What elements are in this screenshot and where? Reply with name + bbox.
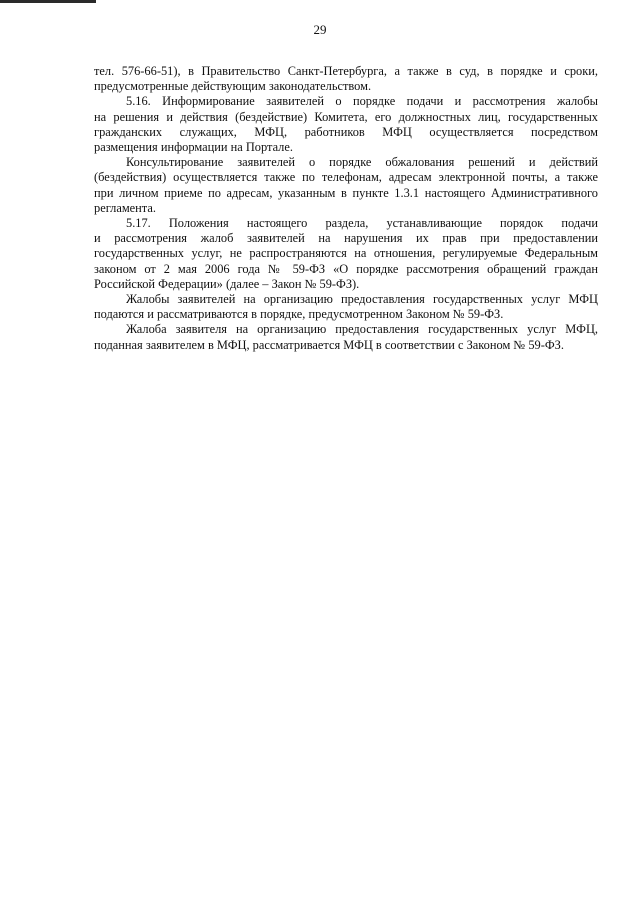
text-line: 5.16. Информирование заявителей о порядке подачи и рассмотрения жалобы	[126, 94, 598, 109]
text-line: поданная заявителем в МФЦ, рассматривается МФЦ в соответствии с Законом № 59-ФЗ.	[94, 337, 564, 352]
text-line: (бездействия) осуществляется также по телефонам, адресам электронной почты, а также	[94, 170, 598, 185]
paragraph-p1	[94, 64, 598, 94]
scan-edge-mark	[0, 0, 96, 3]
text-line: при личном приеме по адресам, указанным в пункте 1.3.1 настоящего Административного	[94, 185, 598, 200]
text-line: предусмотренные действующим законодательством.	[94, 79, 372, 94]
text-line: тел. 576-66-51), в Правительство Санкт-Петербурга, а также в суд, в порядке и сроки,	[94, 64, 598, 78]
document-body	[94, 64, 598, 353]
text-line: Российской Федерации» (далее – Закон № 59-ФЗ).	[94, 276, 360, 291]
text-line: регламента.	[94, 200, 156, 215]
text-line: Жалоба заявителя на организацию предоставления государственных услуг МФЦ,	[126, 322, 598, 337]
paragraph-p5	[94, 292, 598, 322]
text-line: 5.17. Положения настоящего раздела, устанавливающие порядок подачи	[126, 216, 598, 231]
text-line: на решения и действия (бездействие) Комитета, его должностных лиц, государственных	[94, 109, 598, 124]
text-line: подаются и рассматриваются в порядке, предусмотренном Законом № 59-ФЗ.	[94, 307, 504, 322]
text-line: законом от 2 мая 2006 года № 59-ФЗ «О порядке рассмотрения обращений граждан	[94, 261, 598, 276]
text-line: государственных услуг, не распространяются на отношения, регулируемые Федеральным	[94, 246, 598, 261]
paragraph-p4	[94, 216, 598, 292]
text-line: Жалобы заявителей на организацию предоставления государственных услуг МФЦ	[126, 292, 598, 307]
page-number: 29	[313, 22, 327, 37]
paragraph-p3	[94, 155, 598, 216]
paragraph-p6	[94, 322, 598, 352]
text-line: Консультирование заявителей о порядке обжалования решений и действий	[126, 155, 598, 170]
text-line: размещения информации на Портале.	[94, 140, 293, 155]
paragraph-p2	[94, 94, 598, 155]
text-line: гражданских служащих, МФЦ, работников МФЦ осуществляется посредством	[94, 124, 598, 139]
text-line: и рассмотрения жалоб заявителей на нарушения их прав при предоставлении	[94, 231, 598, 246]
